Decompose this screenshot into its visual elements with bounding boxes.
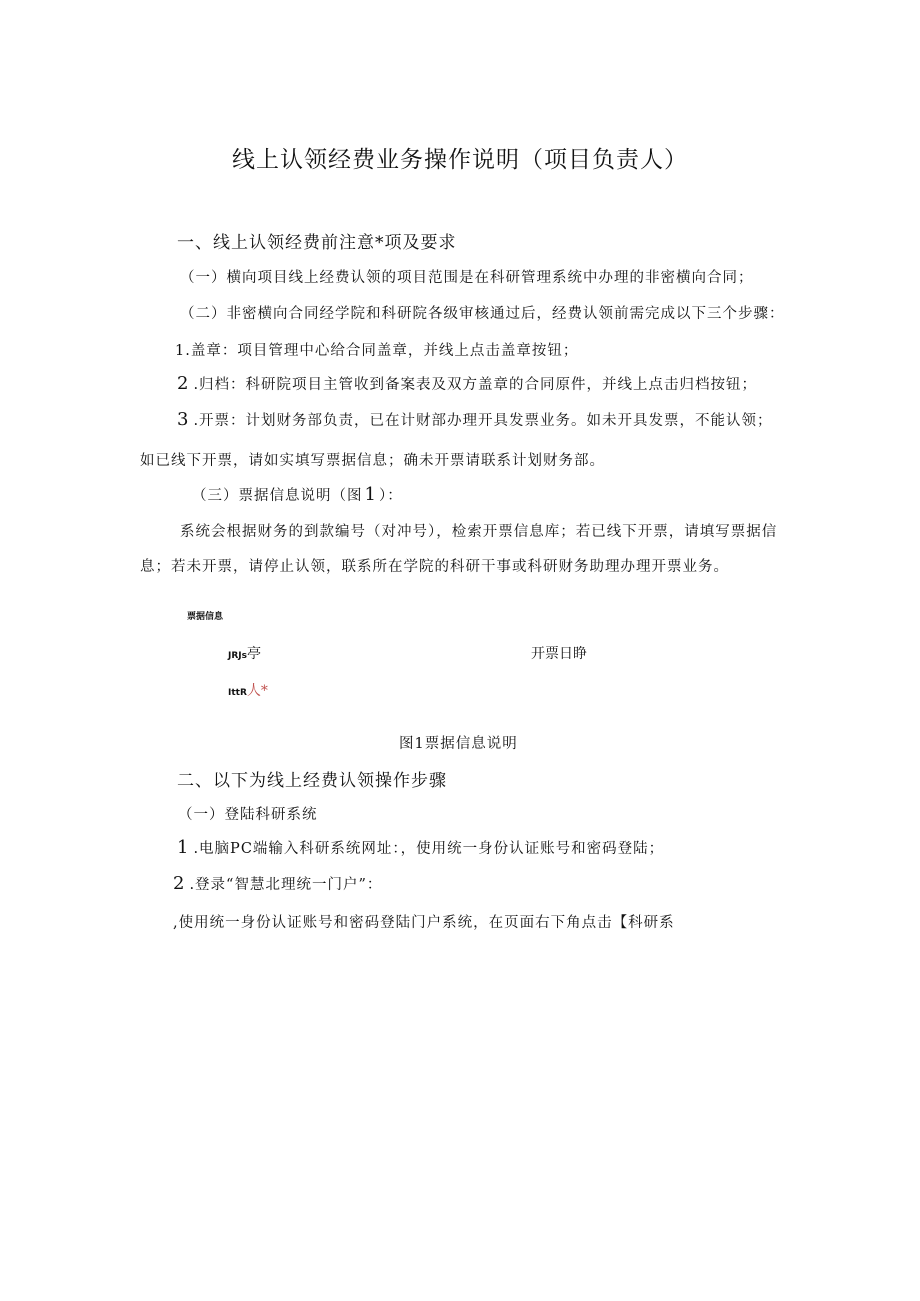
step-archive-number: 2 — [177, 373, 190, 394]
section2-heading: 二、以下为线上经费认领操作步骤 — [177, 771, 447, 791]
paragraph-scope: （一）横向项目线上经费认领的项目范围是在科研管理系统中办理的非密横向合同； — [180, 270, 754, 286]
login-step-2-text: .登录“智慧北理统一门户”： — [189, 877, 383, 893]
ticket-info-prefix: （三）票据信息说明（图 — [192, 488, 363, 504]
paragraph-prerequisites: （二）非密横向合同经学院和科研院各级审核通过后，经费认领前需完成以下三个步骤： — [180, 306, 785, 322]
figure-invoice-date-label: 开票日睁 — [531, 646, 587, 662]
step-archive-text: .归档：科研院项目主管收到备案表及双方盖章的合同原件，并线上点击归档按钮； — [193, 377, 758, 393]
login-step-1 — [177, 837, 664, 858]
login-step-1-text: .电脑PC端输入科研系统网址：，使用统一身份认证账号和密码登陆； — [193, 841, 665, 857]
step-invoice-text: .开票：计划财务部负责，已在计财部办理开具发票业务。如未开具发票，不能认领； — [193, 413, 773, 429]
figure-row-2-code: IttR — [228, 688, 247, 698]
step-invoice-number: 3 — [177, 409, 190, 430]
login-step-1-number: 1 — [177, 837, 190, 858]
step-invoice-continued: 如已线下开票，请如实填写票据信息；确未开票请联系计划财务部。 — [140, 453, 605, 469]
figure-row-1-code: JRJs — [228, 651, 247, 661]
ticket-info-suffix: ）： — [378, 488, 403, 504]
login-step-2-number: 2 — [173, 873, 186, 894]
paragraph-system-search: 系统会根据财务的到款编号（对冲号），检索开票信息库；若已线下开票，请填写票据信 — [180, 524, 778, 540]
figure-row-2 — [228, 680, 268, 700]
step-invoice — [177, 409, 773, 430]
figure-ref-number: 1 — [364, 484, 377, 505]
section1-heading: 一、线上认领经费前注意*项及要求 — [177, 233, 457, 253]
figure-row-1-char: 亭 — [246, 646, 261, 662]
step-seal: 1.盖章：项目管理中心给合同盖章，并线上点击盖章按钮； — [175, 343, 579, 359]
figure-row-2-char: 人* — [246, 683, 268, 699]
sub-heading-login: （一）登陆科研系统 — [178, 807, 318, 823]
figure-caption: 图1票据信息说明 — [399, 736, 518, 752]
page-title: 线上认领经费业务操作说明（项目负责人） — [232, 147, 688, 173]
login-step-2-detail: ,使用统一身份认证账号和密码登陆门户系统，在页面右下角点击【科研系 — [173, 915, 675, 931]
paragraph-system-search-continued: 息；若未开票，请停止认领，联系所在学院的科研干事或科研财务助理办理开票业务。 — [140, 559, 729, 575]
paragraph-ticket-info — [192, 484, 403, 505]
figure-row-1 — [228, 643, 261, 663]
figure-header: 票据信息 — [187, 612, 224, 622]
login-step-2 — [173, 873, 382, 894]
step-archive — [177, 373, 757, 394]
